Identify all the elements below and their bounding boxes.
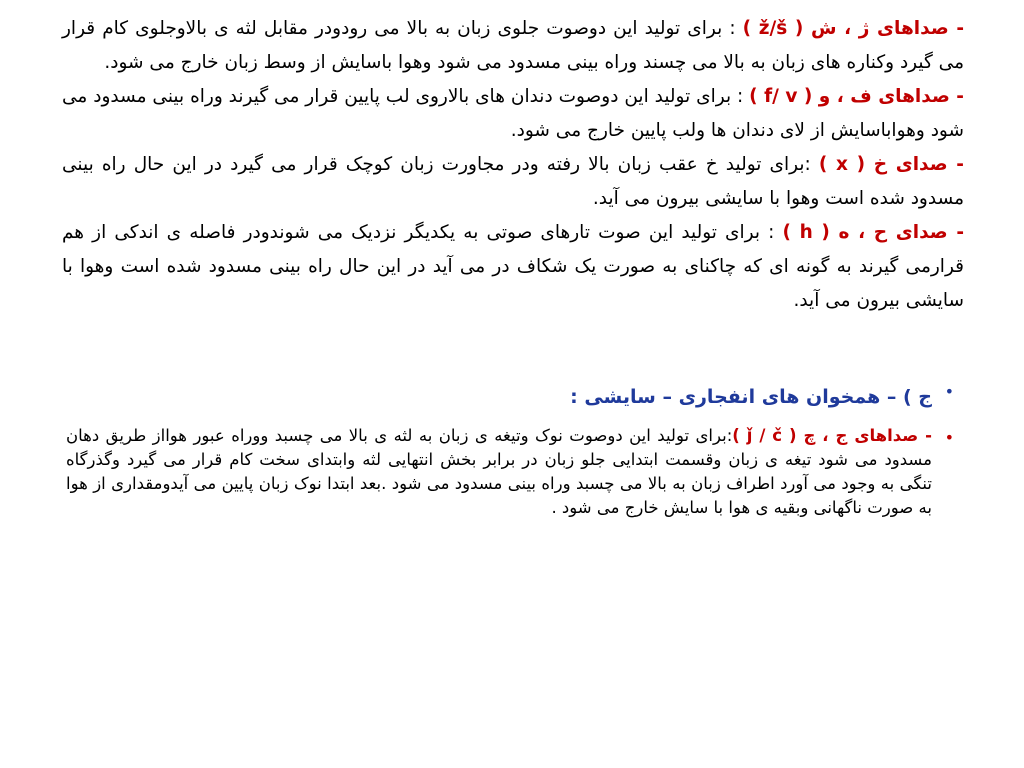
paragraph-text: : برای تولید این دوصوت دندان های بالاروی لب پایین قرار می گیرند وراه بینی مسدود می شود وهواباسایش از لای دندان ها ولب پایین خارج می شود.	[62, 86, 964, 141]
section-heading-item	[66, 382, 966, 412]
section-body-text: :برای تولید این دوصوت نوک وتیغه ی زبان به لثه ی بالا می چسبد ووراه عبور هوااز طریق دهان مسدود می شود تیغه ی زبان وقسمت ابتدایی جلو زبان در برابر بخش انتهایی لثه وابتدای سخت کام قرار می گیرد وگذرگاه تنگی به وجود می آورد اطراف زبان به بالا می چسبد وراه بینی مسدود می شود .بعد ابتدا نوک زبان پایین می آیدومقداری از هوا به صورت ناگهانی وبقیه ی هوا با سایش خارج می شود .	[66, 426, 932, 517]
paragraph-text: : برای تولید این دوصوت جلوی زبان به بالا می رودودر مقابل لثه ی بالاوجلوی کام قرار می گیرد وکناره های زبان به بالا می چسند وراه بینی مسدود می شود وهوا باسایش از وسط زبان خارج می شود.	[62, 18, 964, 73]
sound-label-f-v: صداهای ف ، و ( f/ v )	[749, 86, 950, 107]
sound-label-x: صدای خ ( x )	[818, 154, 948, 175]
sound-label-zh-sh: صداهای ژ ، ش ( ž/š )	[742, 18, 949, 39]
paragraph-text: : برای تولید این صوت تارهای صوتی به یکدیگر نزدیک می شوندودر فاصله ی اندکی از هم قرارمی گیرند به گونه ای که چاکنای به صورت یک شکاف در می آید در این حال راه بینی مسدود شده است وهوا با سایشی بیرون می آید.	[62, 222, 964, 311]
paragraph-dash: -	[947, 154, 964, 175]
paragraph-h	[62, 216, 964, 318]
section-heading: ج ) – همخوان های انفجاری – سایشی :	[570, 386, 932, 408]
section-body	[66, 424, 932, 520]
paragraph-x	[62, 148, 964, 216]
paragraph-f-v	[62, 80, 964, 148]
section-body-item	[66, 424, 966, 520]
fricatives-description	[62, 12, 964, 318]
sound-label-h: صدای ح ، ه ( h )	[782, 222, 948, 243]
bullet-icon: •	[944, 428, 954, 447]
affricates-section	[66, 382, 966, 520]
paragraph-text: :برای تولید خ عقب زبان بالا رفته ودر مجاورت زبان کوچک قرار می گیرد در این حال راه بینی مسدود شده است وهوا با سایشی بیرون می آید.	[62, 154, 964, 209]
bullet-icon: •	[944, 382, 954, 401]
paragraph-zh-sh	[62, 12, 964, 80]
sound-label-j-ch: - صداهای ج ، چ ( ǰ / č )	[732, 426, 932, 445]
paragraph-dash: -	[948, 18, 965, 39]
paragraph-dash: -	[947, 222, 964, 243]
paragraph-dash: -	[949, 86, 964, 107]
